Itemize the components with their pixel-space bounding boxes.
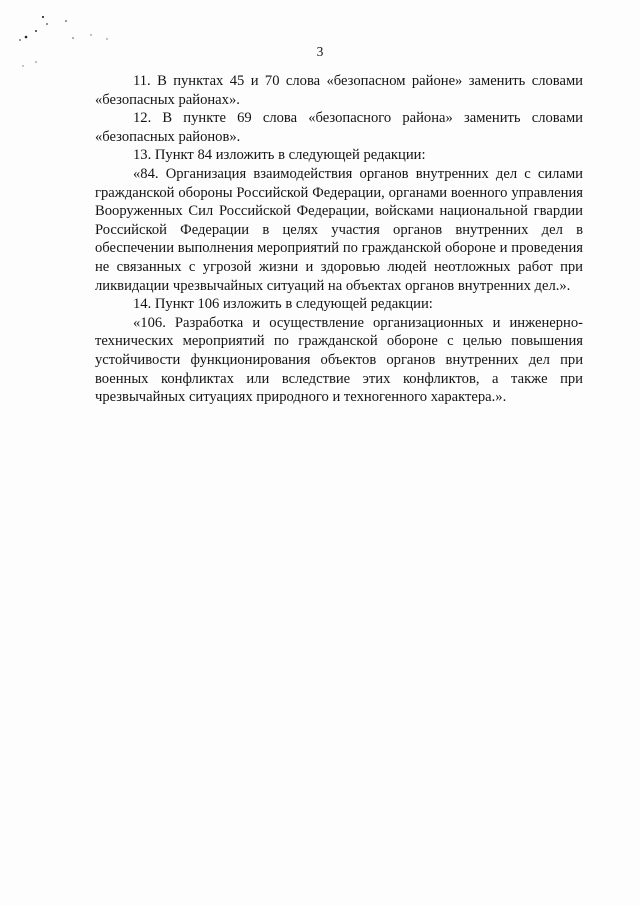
paragraph-13: 13. Пункт 84 изложить в следующей редакции: (133, 147, 426, 164)
paragraph-14: 14. Пункт 106 изложить в следующей редакции: (133, 296, 433, 313)
document-body (95, 72, 583, 407)
paragraph-84-text: «84. Организация взаимодействия органов внутренних дел с силами гражданской обороны Российской Федерации, органами военного управления Вооруженных Сил Российской Федерации, войсками национальной гвардии Российской Федерации в целях участия органов внутренних дел в обеспечении выполнения мероприятий по гражданской обороне и проведения не связанных с угрозой жизни и здоровью людей неотложных работ при ликвидации чрезвычайных ситуаций на объектах органов внутренних дел.». (95, 165, 583, 294)
paragraph-11: 11. В пунктах 45 и 70 слова «безопасном районе» заменить словами «безопасных районах». (95, 73, 583, 108)
scan-artifact-marks (0, 0, 140, 80)
paragraph-106-text: «106. Разработка и осуществление организационных и инженерно-технических мероприятий по гражданской обороне с целью повышения устойчивости функционирования объектов органов внутренних дел при военных конфликтах или вследствие этих конфликтов, а также при чрезвычайных ситуациях природного и техногенного характера.». (95, 314, 583, 406)
paragraph-12: 12. В пункте 69 слова «безопасного района» заменить словами «безопасных районов». (95, 110, 583, 145)
page-number: 3 (316, 44, 324, 59)
